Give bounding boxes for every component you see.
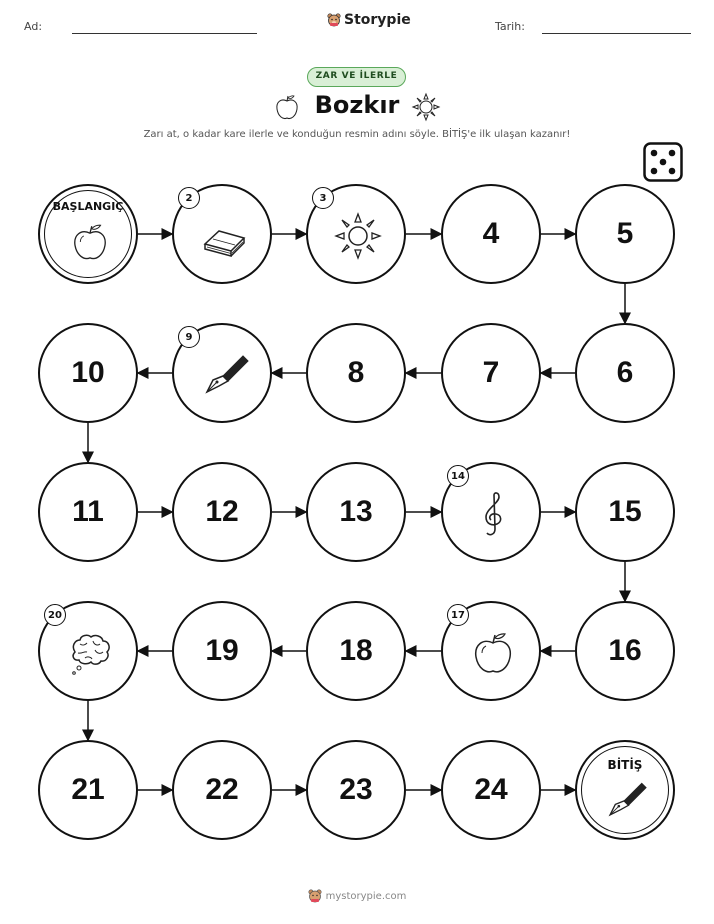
board-cell-19	[172, 601, 272, 701]
board-cell-2	[172, 184, 272, 284]
name-label: Ad:	[24, 20, 43, 33]
finish-label: BİTİŞ	[607, 758, 643, 772]
apple-icon	[468, 628, 518, 678]
cell-number-badge: 17	[447, 604, 469, 626]
book-icon	[199, 211, 249, 261]
cell-number: 13	[339, 495, 373, 528]
fountain-pen-icon	[603, 778, 647, 822]
board-cell-25	[575, 740, 675, 840]
cell-number: 6	[616, 356, 634, 389]
cell-number-badge: 20	[44, 604, 66, 626]
board-cell-17	[441, 601, 541, 701]
board-cell-22	[172, 740, 272, 840]
board-cell-24	[441, 740, 541, 840]
board-cell-8	[306, 323, 406, 423]
board-cell-1	[38, 184, 138, 284]
board-cell-15	[575, 462, 675, 562]
cell-number: 22	[205, 773, 239, 806]
sun-icon	[333, 211, 383, 261]
board-cell-7	[441, 323, 541, 423]
footer-url: mystorypie.com	[325, 890, 407, 902]
cell-number-badge: 9	[178, 326, 200, 348]
bear-icon	[308, 889, 322, 903]
board-cell-12	[172, 462, 272, 562]
cell-number: 18	[339, 634, 373, 667]
cell-number: 4	[482, 217, 500, 250]
board-cell-4	[441, 184, 541, 284]
board-cell-23	[306, 740, 406, 840]
page-title: Bozkır	[314, 91, 400, 119]
cell-number: 8	[347, 356, 365, 389]
cell-number: 11	[72, 495, 104, 528]
game-type-tag: ZAR VE İLERLE	[307, 67, 406, 87]
apple-icon	[68, 220, 112, 264]
fountain-pen-icon	[199, 350, 249, 400]
cell-number: 24	[474, 773, 508, 806]
brand-name: Storypie	[344, 12, 411, 28]
cell-number-badge: 14	[447, 465, 469, 487]
board-cell-5	[575, 184, 675, 284]
footer	[0, 889, 714, 903]
board-cell-13	[306, 462, 406, 562]
cell-number: 19	[205, 634, 239, 667]
treble-clef-icon	[468, 489, 518, 539]
cell-number: 7	[482, 356, 500, 389]
board-cell-11	[38, 462, 138, 562]
cell-number: 15	[608, 495, 642, 528]
board-cell-6	[575, 323, 675, 423]
board-cell-14	[441, 462, 541, 562]
board-cell-20	[38, 601, 138, 701]
cell-number: 5	[616, 217, 634, 250]
cell-number: 10	[71, 356, 105, 389]
cell-number: 12	[205, 495, 239, 528]
cell-number: 16	[608, 634, 642, 667]
board-cell-21	[38, 740, 138, 840]
instructions-text: Zarı at, o kadar kare ilerle ve konduğun resmin adını söyle. BİTİŞ'e ilk ulaşan kazanır!	[143, 129, 571, 140]
cell-number-badge: 2	[178, 187, 200, 209]
date-label: Tarih:	[495, 20, 525, 33]
cell-number-badge: 3	[312, 187, 334, 209]
board-cell-10	[38, 323, 138, 423]
cell-number: 21	[71, 773, 105, 806]
cell-number: 23	[339, 773, 373, 806]
brain-icon	[65, 628, 115, 678]
board-cell-16	[575, 601, 675, 701]
board-cell-9	[172, 323, 272, 423]
start-label: BAŞLANGIÇ	[52, 200, 124, 213]
board-cell-18	[306, 601, 406, 701]
board-cell-3	[306, 184, 406, 284]
